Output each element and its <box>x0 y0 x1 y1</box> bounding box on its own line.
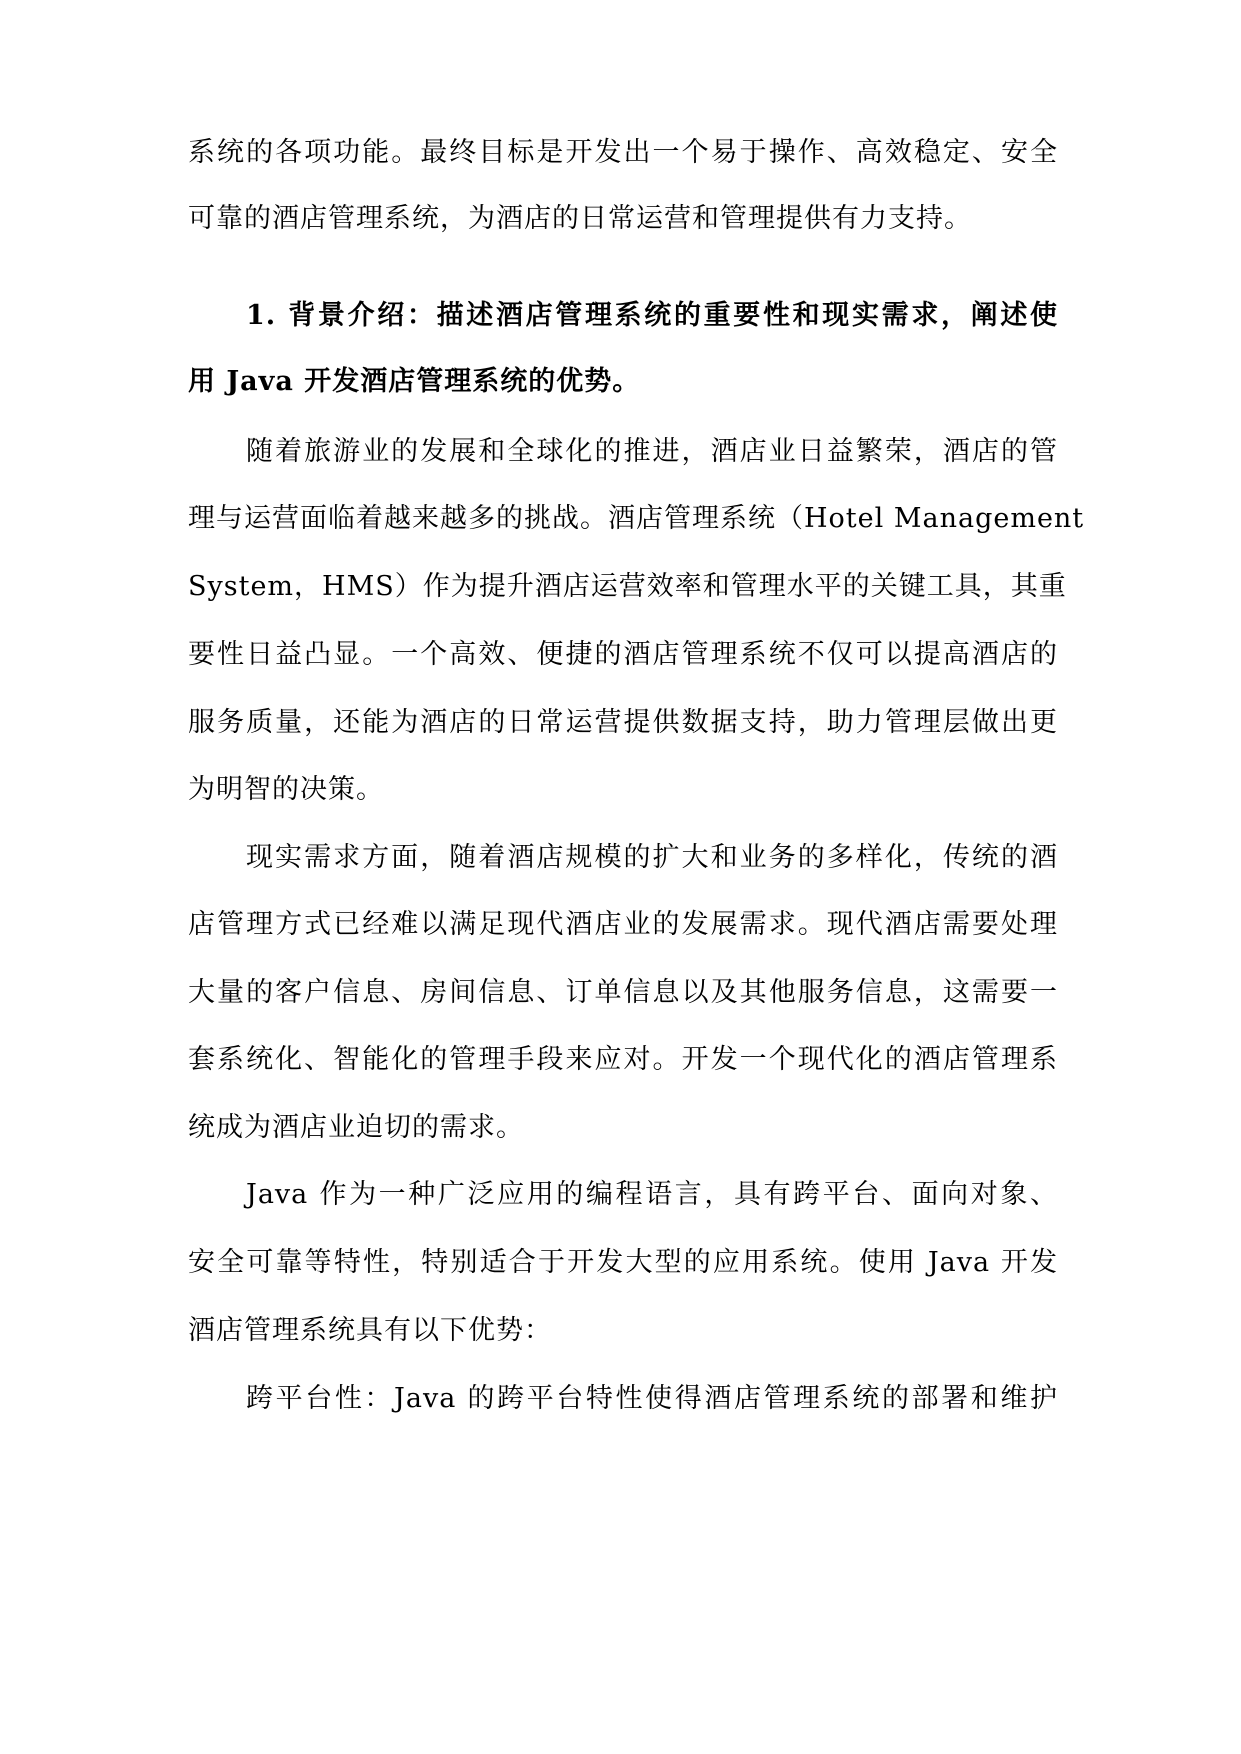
text-line: Java 作为一种广泛应用的编程语言，具有跨平台、面向对象、 <box>246 1179 1058 1210</box>
text-line: 安全可靠等特性，特别适合于开发大型的应用系统。使用 Java 开发 <box>188 1247 1058 1278</box>
text-line: 酒店管理系统具有以下优势： <box>188 1315 552 1346</box>
text-line: System，HMS）作为提升酒店运营效率和管理水平的关键工具，其重 <box>188 571 1067 602</box>
text-line: 要性日益凸显。一个高效、便捷的酒店管理系统不仅可以提高酒店的 <box>188 639 1058 670</box>
text-line: 跨平台性：Java 的跨平台特性使得酒店管理系统的部署和维护 <box>246 1383 1058 1414</box>
text-line: 统成为酒店业迫切的需求。 <box>188 1112 524 1143</box>
text-line: 店管理方式已经难以满足现代酒店业的发展需求。现代酒店需要处理 <box>188 909 1058 940</box>
text-line: 可靠的酒店管理系统，为酒店的日常运营和管理提供有力支持。 <box>188 203 972 234</box>
text-line: 现实需求方面，随着酒店规模的扩大和业务的多样化，传统的酒 <box>246 842 1058 873</box>
text-line: 为明智的决策。 <box>188 774 384 805</box>
text-line: 套系统化、智能化的管理手段来应对。开发一个现代化的酒店管理系 <box>188 1044 1058 1075</box>
text-line: 随着旅游业的发展和全球化的推进，酒店业日益繁荣，酒店的管 <box>246 436 1058 467</box>
text-line: 系统的各项功能。最终目标是开发出一个易于操作、高效稳定、安全 <box>188 137 1058 168</box>
section-heading-line: 1. 背景介绍：描述酒店管理系统的重要性和现实需求，阐述使 <box>246 300 1058 331</box>
text-line: 理与运营面临着越来越多的挑战。酒店管理系统（Hotel Management <box>188 503 1085 534</box>
text-line: 大量的客户信息、房间信息、订单信息以及其他服务信息，这需要一 <box>188 977 1058 1008</box>
text-line: 服务质量，还能为酒店的日常运营提供数据支持，助力管理层做出更 <box>188 707 1058 738</box>
section-heading-line: 用 Java 开发酒店管理系统的优势。 <box>188 366 641 397</box>
